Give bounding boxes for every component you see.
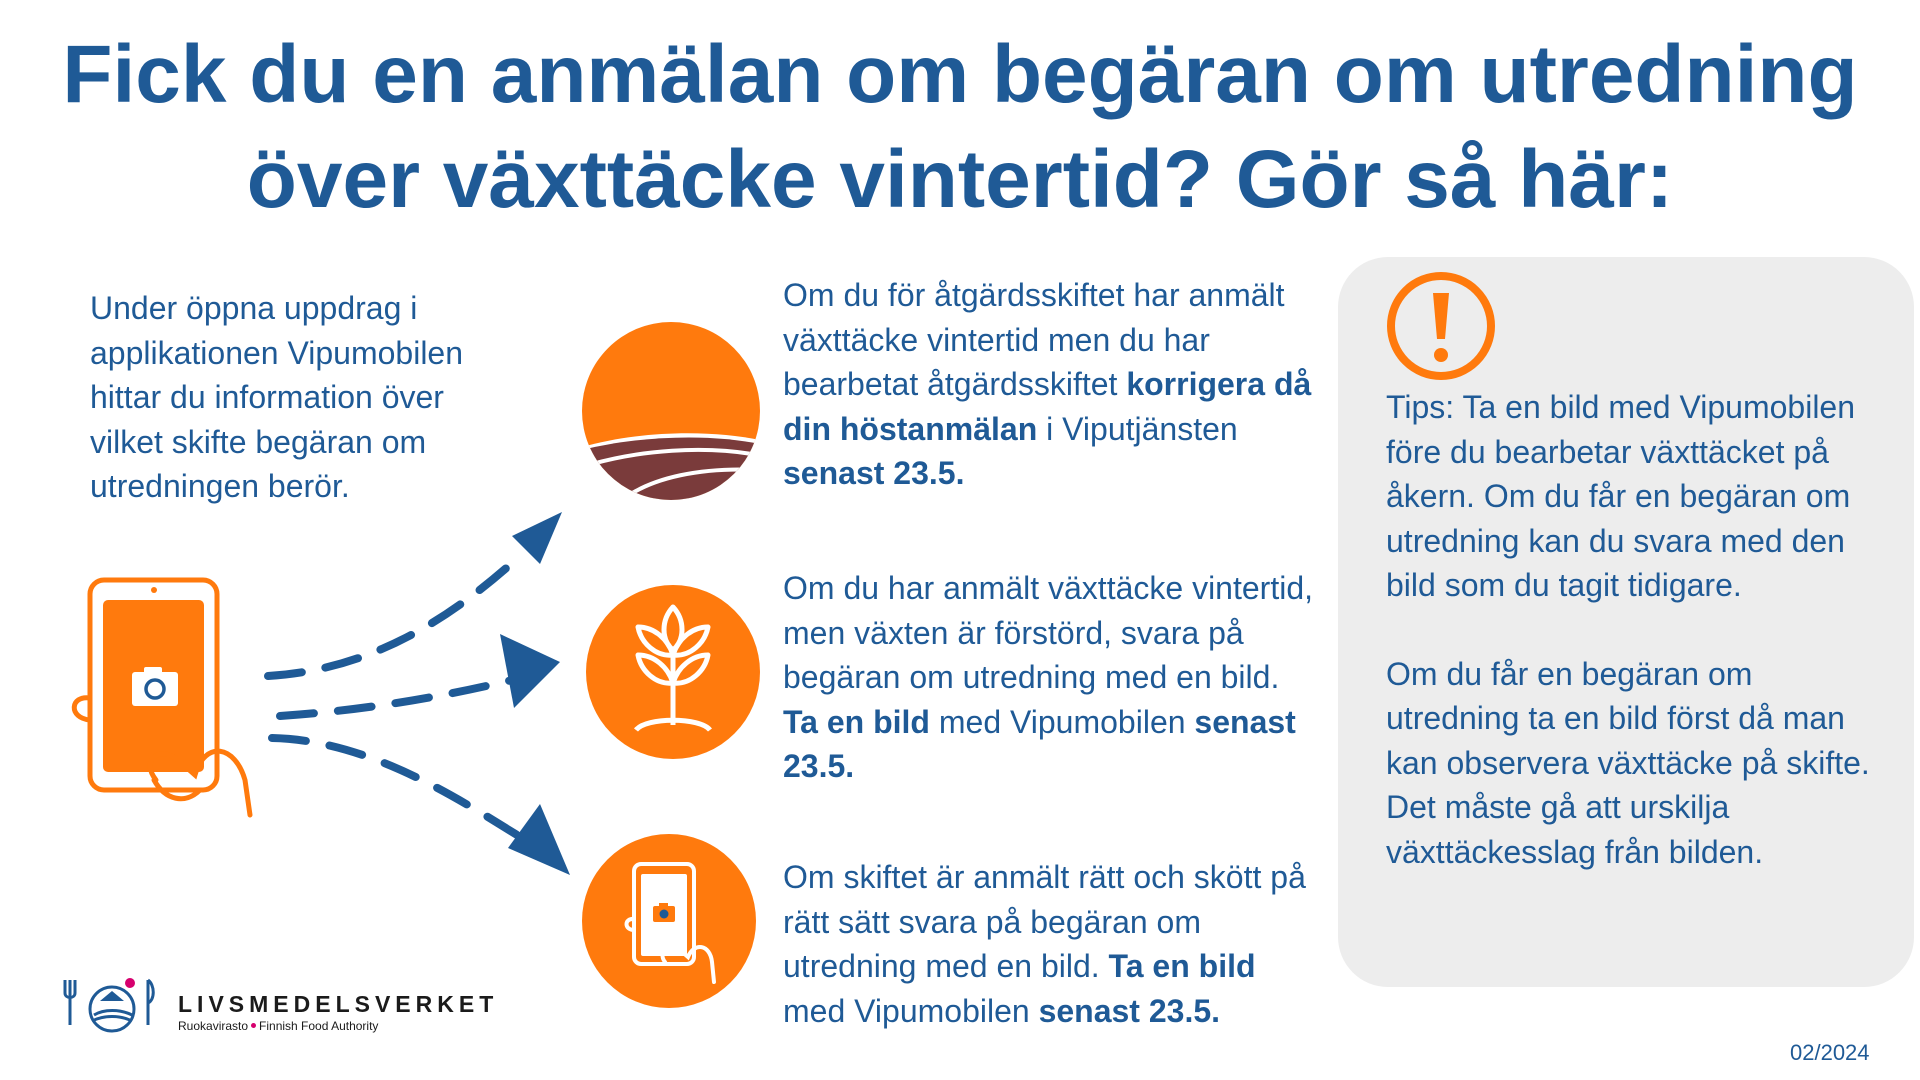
brand-name: LIVSMEDELSVERKET [178,991,499,1017]
brand-subtitle: Ruokavirasto Finnish Food Authority [178,1019,379,1033]
livsmedelsverket-logo [60,975,160,1035]
plant-sprout-icon [586,585,760,759]
step-1-text: Om du för åtgärdsskiftet har anmält växttäcke vintertid men du har bearbetat åtgärdsskiftet korrigera då din höstanmälan i Viputjänsten senast 23.5. [783,277,1312,491]
step-2-text: Om du har anmält växttäcke vintertid, men växten är förstörd, svara på begäran om utredning med en bild. Ta en bild med Vipumobilen senast 23.5. [783,570,1313,784]
phone-camera-icon [582,834,756,1008]
title-line-2: över växttäcke vintertid? Gör så här: [246,134,1674,225]
page-title [0,22,1920,232]
tips-paragraph-2: Om du får en begäran om utredning ta en bild först då man kan observera växttäcke på skifte. Det måste gå att urskilja växttäckesslag från bilden. [1386,655,1870,870]
exclamation-icon [1386,271,1496,381]
tips-paragraph-1: Tips: Ta en bild med Vipumobilen före du bearbetar växttäcket på åkern. Om du får en begäran om utredning kan du svara med den bild som du tagit tidigare. [1386,389,1856,603]
dashed-arrows [250,490,590,890]
tips-box [1338,257,1914,987]
hand-phone-icon [60,570,270,830]
tips-text [1386,385,1886,918]
step-3-text: Om skiftet är anmält rätt och skött på rätt sätt svara på begäran om utredning med en bild. Ta en bild med Vipumobilen senast 23.5. [783,859,1306,1029]
field-sunset-icon [582,322,760,500]
title-line-1: Fick du en anmälan om begäran om utredning [62,29,1858,120]
intro-text: Under öppna uppdrag i applikationen Vipumobilen hittar du information över vilket skifte begäran om utredningen berör. [90,290,464,504]
publication-date: 02/2024 [1790,1040,1870,1065]
brand-dot-icon [251,1023,256,1028]
